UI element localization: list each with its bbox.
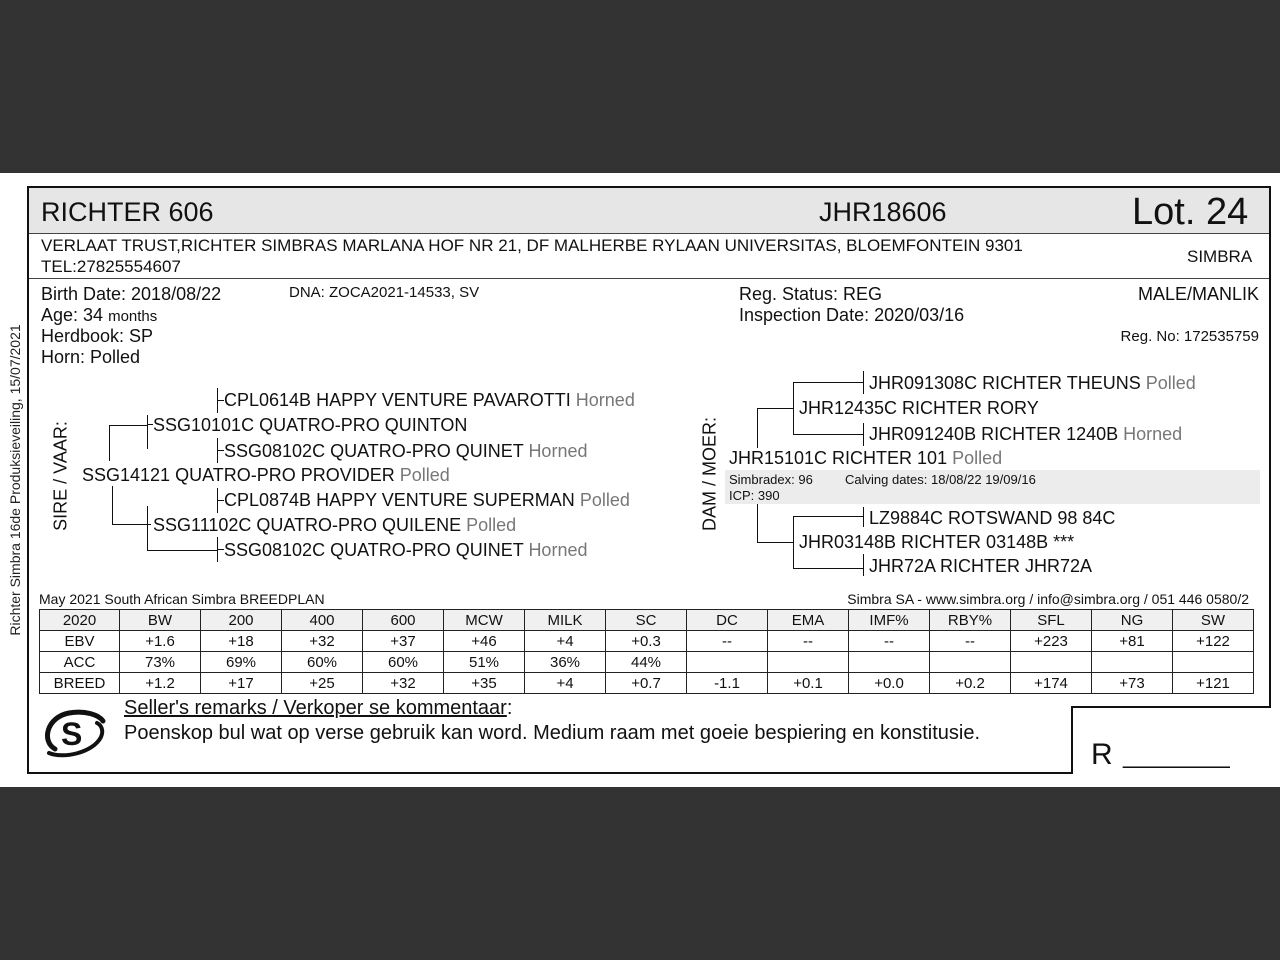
breed-label: SIMBRA xyxy=(1187,247,1253,266)
ebv-cell: +37 xyxy=(363,631,444,652)
ebv-cell xyxy=(1092,652,1173,673)
ebv-cell: 44% xyxy=(606,652,687,673)
ebv-cell: +18 xyxy=(201,631,282,652)
dam-animal: JHR15101C RICHTER 101 Polled xyxy=(729,448,1003,468)
ebv-cell: +223 xyxy=(1011,631,1092,652)
ebv-cell: 60% xyxy=(363,652,444,673)
ebv-cell: +0.2 xyxy=(930,673,1011,694)
ebv-cell: -- xyxy=(849,631,930,652)
owner-bar xyxy=(29,234,1269,279)
ebv-cell xyxy=(1173,652,1254,673)
ebv-cell: 200 xyxy=(201,610,282,631)
ebv-cell: MCW xyxy=(444,610,525,631)
title-bar xyxy=(29,188,1269,234)
ebv-cell: DC xyxy=(687,610,768,631)
sire-dam-sire: CPL0874B HAPPY VENTURE SUPERMAN Polled xyxy=(224,490,630,510)
ebv-cell: +4 xyxy=(525,631,606,652)
ebv-cell: 73% xyxy=(120,652,201,673)
ebv-cell: -- xyxy=(930,631,1011,652)
sire-sire-sire: CPL0614B HAPPY VENTURE PAVAROTTI Horned xyxy=(224,390,635,410)
ebv-cell: +1.6 xyxy=(120,631,201,652)
ebv-cell xyxy=(687,652,768,673)
sire-dam-dam: SSG08102C QUATRO-PRO QUINET Horned xyxy=(224,540,588,560)
simbradex: Simbradex: 96 xyxy=(729,472,813,487)
ebv-cell: +0.1 xyxy=(768,673,849,694)
ebv-cell: RBY% xyxy=(930,610,1011,631)
ebv-cell: +0.7 xyxy=(606,673,687,694)
ebv-cell: 51% xyxy=(444,652,525,673)
ebv-cell: 36% xyxy=(525,652,606,673)
animal-id: JHR18606 xyxy=(819,197,947,227)
ebv-cell: +25 xyxy=(282,673,363,694)
ebv-cell xyxy=(930,652,1011,673)
ebv-cell xyxy=(768,652,849,673)
dam-sire-sire: JHR091308C RICHTER THEUNS Polled xyxy=(869,373,1196,393)
ebv-cell: +32 xyxy=(363,673,444,694)
sire-sire: SSG10101C QUATRO-PRO QUINTON xyxy=(153,415,468,435)
ebv-row-breed xyxy=(40,673,1254,694)
ebv-cell: 400 xyxy=(282,610,363,631)
lot-number: Lot. 24 xyxy=(1132,191,1249,233)
owner-address: VERLAAT TRUST,RICHTER SIMBRAS MARLANA HOF NR 21, DF MALHERBE RYLAAN UNIVERSITAS, BLOEMFONTEIN 9301 xyxy=(41,236,1023,255)
calving-dates: Calving dates: 18/08/22 19/09/16 xyxy=(845,472,1036,487)
ebv-cell xyxy=(1011,652,1092,673)
ebv-cell: MILK xyxy=(525,610,606,631)
sire-sire-dam: SSG08102C QUATRO-PRO QUINET Horned xyxy=(224,441,588,461)
ebv-table xyxy=(39,609,1254,694)
remarks-title: Seller's remarks / Verkoper se kommentaar: xyxy=(124,697,513,719)
dam-dam-sire: LZ9884C ROTSWAND 98 84C xyxy=(869,508,1116,528)
reg-number: Reg. No: 172535759 xyxy=(1120,328,1259,345)
age: Age: 34 months xyxy=(41,305,158,325)
ebv-cell: NG xyxy=(1092,610,1173,631)
simbra-contact: Simbra SA - www.simbra.org / info@simbra.org / 051 446 0580/2 xyxy=(847,591,1249,607)
ebv-cell: SC xyxy=(606,610,687,631)
price-currency: R xyxy=(1091,738,1113,771)
ebv-cell: +121 xyxy=(1173,673,1254,694)
ebv-cell: EMA xyxy=(768,610,849,631)
ebv-cell: 2020 xyxy=(40,610,120,631)
ebv-cell: +122 xyxy=(1173,631,1254,652)
inspection-date: Inspection Date: 2020/03/16 xyxy=(739,305,965,325)
ebv-cell: +73 xyxy=(1092,673,1173,694)
dam-dam: JHR03148B RICHTER 03148B *** xyxy=(799,532,1075,552)
ebv-cell: +32 xyxy=(282,631,363,652)
ebv-cell: +46 xyxy=(444,631,525,652)
ebv-cell: IMF% xyxy=(849,610,930,631)
ebv-cell: +0.0 xyxy=(849,673,930,694)
remarks-text: Poenskop bul wat op verse gebruik kan word. Medium raam met goeie bespiering en konstitusie. xyxy=(124,722,981,744)
owner-phone: TEL:27825554607 xyxy=(41,257,181,276)
sex: MALE/MANLIK xyxy=(1137,284,1259,304)
ebv-cell: 600 xyxy=(363,610,444,631)
ebv-cell: BREED xyxy=(40,673,120,694)
ebv-cell: +0.3 xyxy=(606,631,687,652)
ebv-row-acc xyxy=(40,652,1254,673)
ebv-cell: ACC xyxy=(40,652,120,673)
ebv-cell: +81 xyxy=(1092,631,1173,652)
simbra-logo-icon xyxy=(41,707,107,759)
dam-performance-box xyxy=(725,470,1260,504)
lot-card: RICHTER 606 JHR18606 Lot. 24 VERLAAT TRUST,RICHTER SIMBRAS MARLANA HOF NR 21, DF MALHERBE RYLAAN UNIVERSITAS, BLOEMFONTEIN 9301 TEL:27825554607 SIMBRA Birth Date: 2018/08/22 DNA: ZOCA2021-14533, SV Age: 34 months Herdbook: SP Horn: Polled Reg. Status: REG Inspection Date: 2020/03/16 MALE/MANLIK Reg. No: 172535759 SIRE / VAAR: CPL0614B HAPPY VENTURE PAVAROTTI Horned SSG10101C QUATRO-PRO QUINTON SSG08102C QUATRO-PRO QUINET Horned SSG14121 QUATRO-PRO PROVIDER Polled CPL0874B HAPPY VENTURE SUPERMAN Polled SSG11102C QUATRO-PRO QUILENE Polled SSG08102C QUATRO-PRO QUINET Horned DAM / MOER: JHR091308C RICHTER THEUNS Polled JHR12435C RICHTER RORY JHR091240B RICHTER 1240B Horned Simbradex: 96 Calving dates: 18/08/22 19/09/16 ICP: 390 JHR15101C RICHTER 101 Polled LZ9884C ROTSWAND 98 84C JHR03148B RICHTER 03148B *** JHR72A RICHTER JHR72A May 2021 South African Simbra BREEDPLAN Simbra SA - www.simbra.org / info@simbra.org / 051 446 0580/2 2020 BW 200 400 600 MCW MILK SC DC EMA IMF% RBY% SFL NG SW EBV +1.6 +18 +32 +37 +46 +4 +0.3 -- -- -- -- +223 +81 +122 ACC 73% 69% 60% 60% 51% 36% 44% BREED +1.2 +17 +25 +32 +35 +4 +0.7 -1.1 +0.1 +0.0 +0.2 +174 +73 +121 S Seller's remarks / Verkoper se kommentaar: Poenskop bul wat op verse gebruik kan word. Medium raam met goeie bespiering en konstitusie. R ________ xyxy=(27,186,1271,774)
ebv-row-header xyxy=(40,610,1254,631)
dna: DNA: ZOCA2021-14533, SV xyxy=(289,284,480,301)
ebv-cell: EBV xyxy=(40,631,120,652)
ebv-cell: +17 xyxy=(201,673,282,694)
svg-text:S: S xyxy=(61,716,83,752)
ebv-cell: +1.2 xyxy=(120,673,201,694)
ebv-cell: +35 xyxy=(444,673,525,694)
ebv-cell: -- xyxy=(687,631,768,652)
ebv-row-ebv xyxy=(40,631,1254,652)
sire-dam: SSG11102C QUATRO-PRO QUILENE Polled xyxy=(153,515,517,535)
reg-status: Reg. Status: REG xyxy=(739,284,883,304)
price-field[interactable]: ________ xyxy=(1123,742,1230,769)
ebv-cell: SFL xyxy=(1011,610,1092,631)
dam-dam-dam: JHR72A RICHTER JHR72A xyxy=(869,556,1093,576)
ebv-cell xyxy=(849,652,930,673)
ebv-cell: SW xyxy=(1173,610,1254,631)
price-box xyxy=(1071,706,1271,774)
sire-animal: SSG14121 QUATRO-PRO PROVIDER Polled xyxy=(82,465,450,485)
ebv-cell: 69% xyxy=(201,652,282,673)
horn-status: Horn: Polled xyxy=(41,347,141,367)
animal-name: RICHTER 606 xyxy=(41,197,214,227)
ebv-cell: BW xyxy=(120,610,201,631)
ebv-cell: +174 xyxy=(1011,673,1092,694)
icp: ICP: 390 xyxy=(729,488,780,503)
herdbook: Herdbook: SP xyxy=(41,326,154,346)
dam-sire-dam: JHR091240B RICHTER 1240B Horned xyxy=(869,424,1183,444)
breedplan-source: May 2021 South African Simbra BREEDPLAN xyxy=(39,591,325,607)
ebv-cell: +4 xyxy=(525,673,606,694)
dam-sire: JHR12435C RICHTER RORY xyxy=(799,398,1039,418)
ebv-cell: -- xyxy=(768,631,849,652)
birth-date: Birth Date: 2018/08/22 xyxy=(41,284,222,304)
ebv-cell: -1.1 xyxy=(687,673,768,694)
ebv-cell: 60% xyxy=(282,652,363,673)
